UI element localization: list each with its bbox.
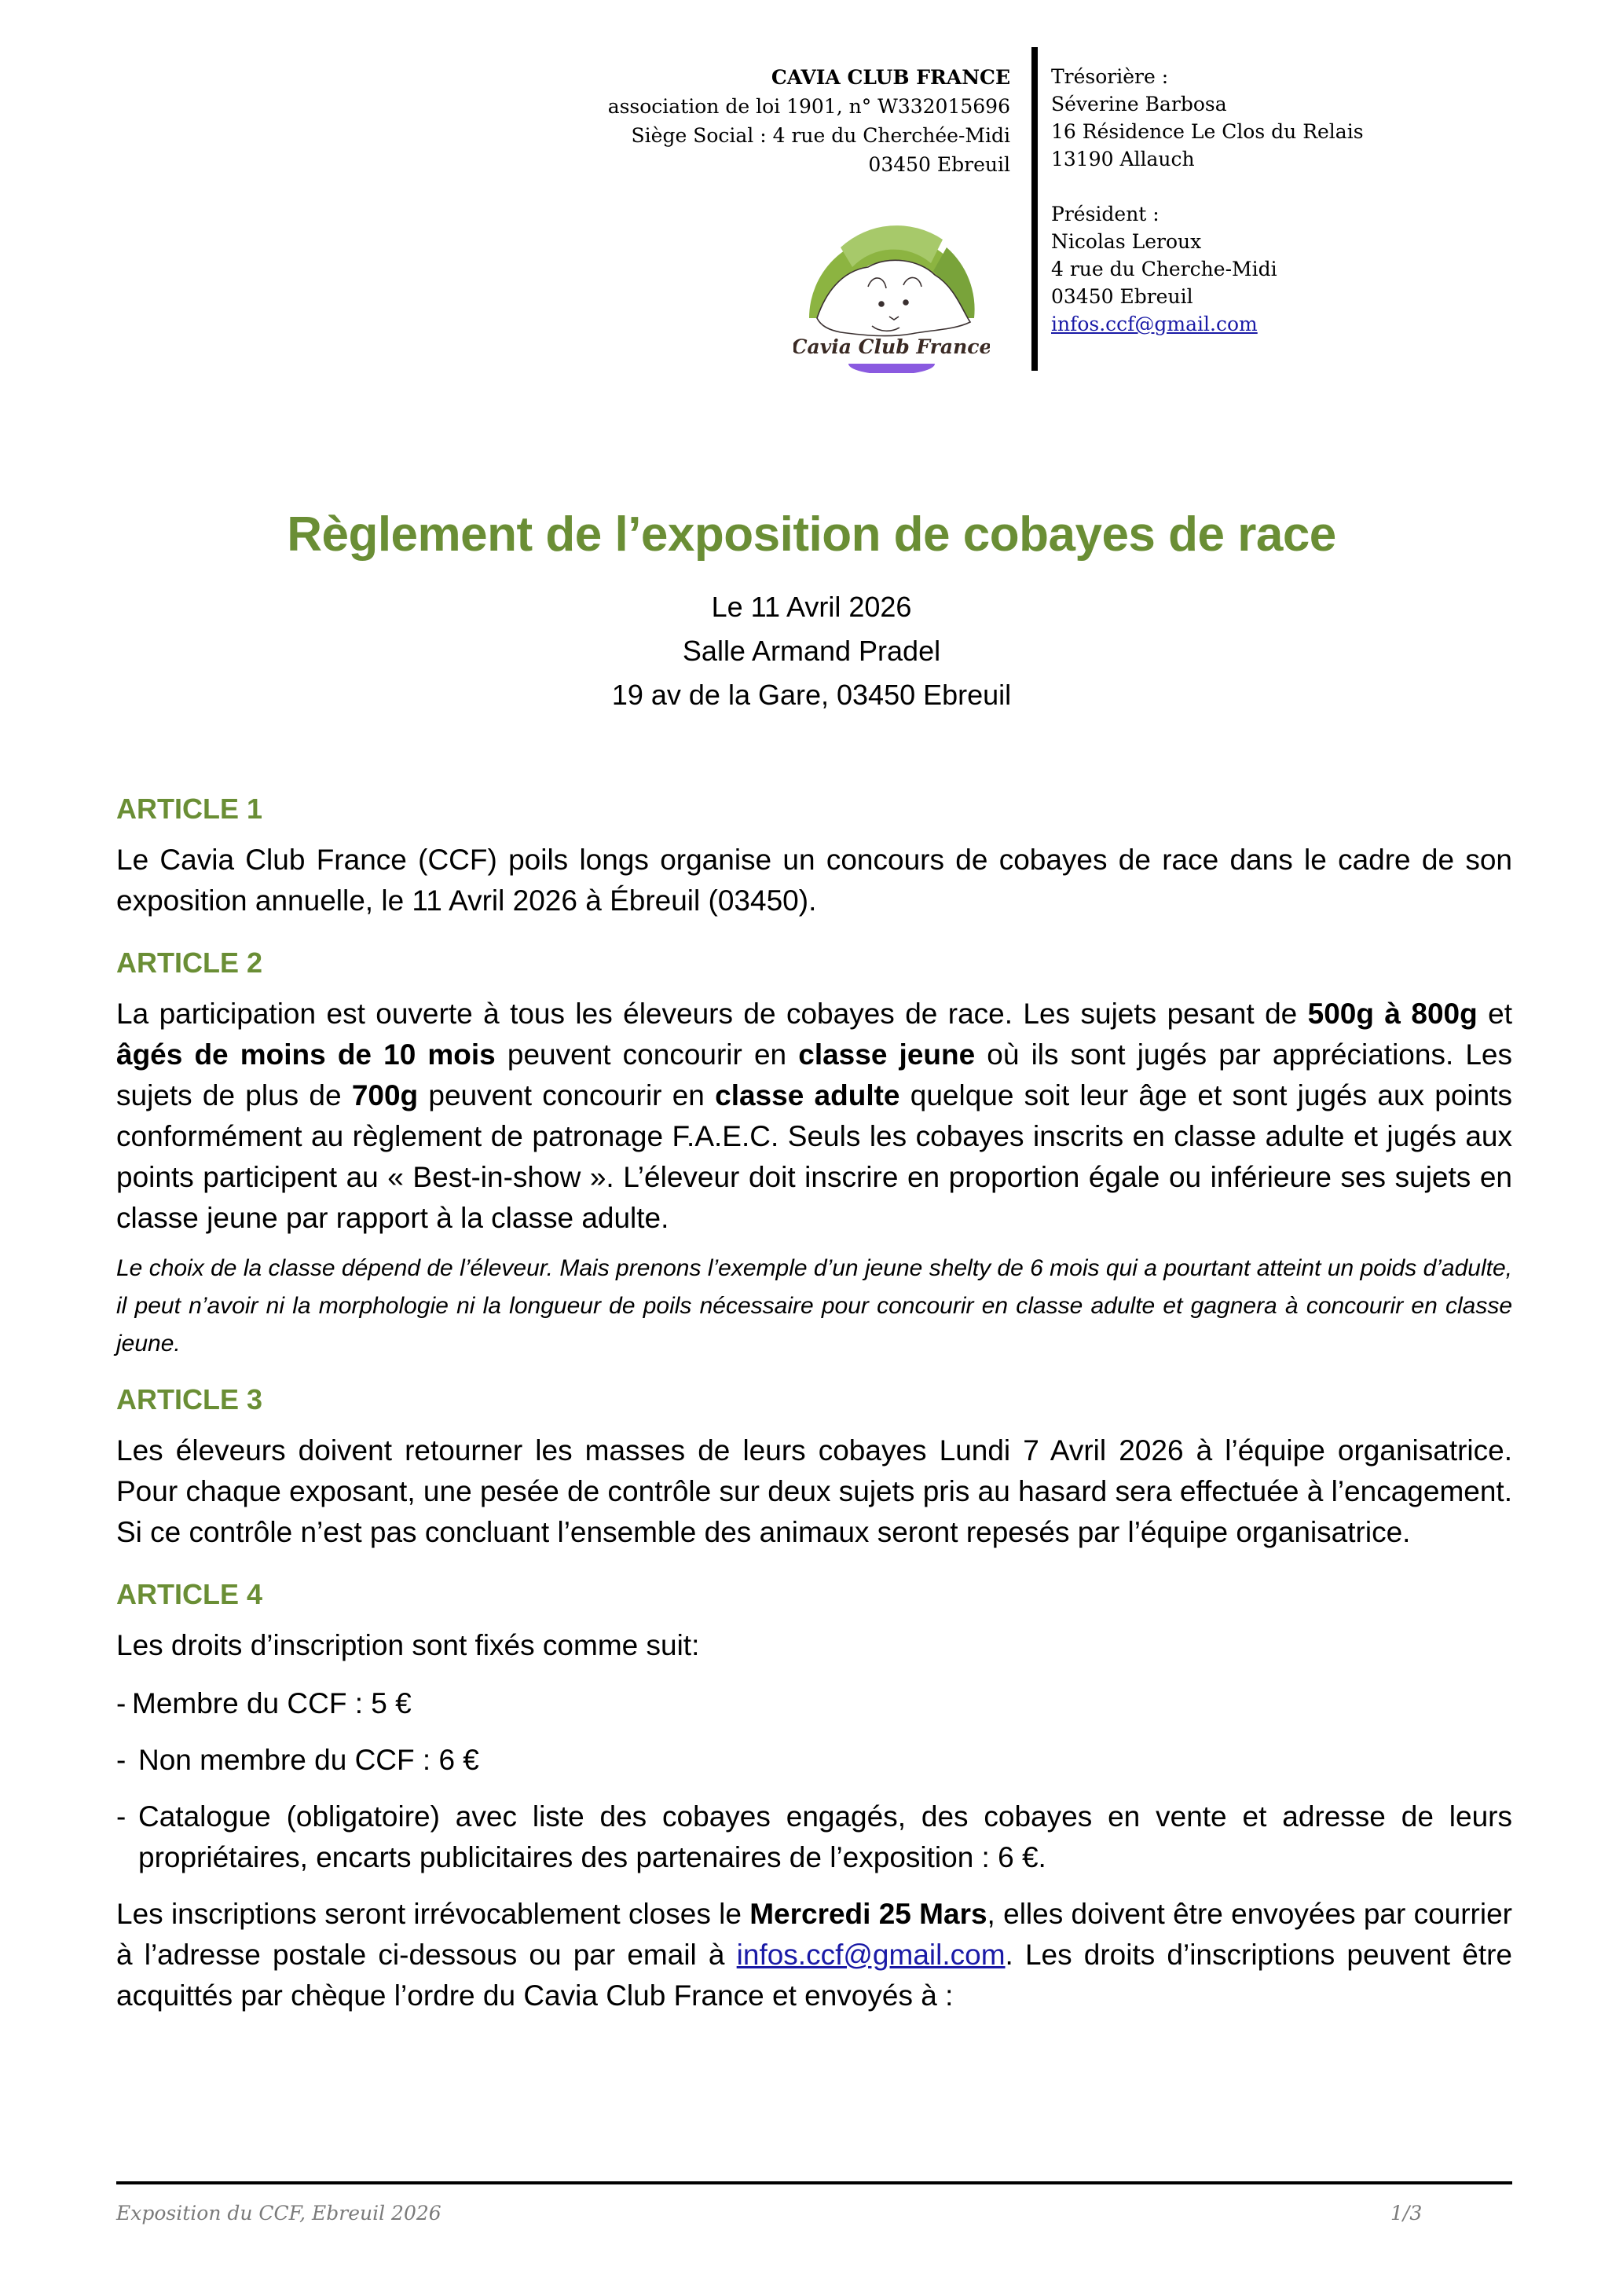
article-3-heading: ARTICLE 3: [116, 1383, 263, 1415]
text-run: quelque soit leur âge et sont jugés aux points conformément au règlement de patronage F.A.E.C. Seuls les cobayes inscrits en classe adulte et jugés aux points participent au « Best-in-show ». L’éleveur doit inscrire en proportion égale ou inférieure ses sujets en classe jeune par rapport à la classe adulte.: [116, 1079, 1512, 1234]
treasurer-name: Séverine Barbosa: [1051, 93, 1227, 115]
text-run: , elles doivent être envoyées par courrier à l’adresse postale ci-dessous ou par email à: [116, 1898, 1512, 1971]
article-1-text: Le Cavia Club France (CCF) poils longs organise un concours de cobayes de race dans le cadre de son exposition annuelle, le 11 Avril 2026 à Ébreuil (03450).: [116, 844, 1512, 917]
text-run: . Les droits d’inscriptions peuvent être acquittés par chèque l’ordre du Cavia Club France et envoyés à :: [116, 1939, 1512, 2012]
treasurer-label: Trésorière :: [1051, 65, 1169, 88]
event-address: 19 av de la Gare, 03450 Ebreuil: [611, 679, 1012, 711]
text-run: où ils sont jugés par appréciations. Les sujets de plus de: [116, 1038, 1513, 1111]
footer-title: Exposition du CCF, Ebreuil 2026: [116, 2202, 441, 2225]
age-limit: âgés de moins de 10 mois: [116, 1038, 496, 1071]
fee-member: Membre du CCF : 5 €: [132, 1687, 412, 1719]
article-4-closing: [116, 1894, 1512, 2016]
text-run: La participation est ouverte à tous les éleveurs de cobayes de race. Les sujets pesant de: [116, 998, 1308, 1030]
article-3-text: Les éleveurs doivent retourner les masses de leurs cobayes Lundi 7 Avril 2026 à l’équipe organisatrice. Pour chaque exposant, une pesée de contrôle sur deux sujets pris au hasard sera effectuée à l’encagement. Si ce contrôle n’est pas concluant l’ensemble des animaux seront repesés par l’équipe organisatrice.: [116, 1434, 1512, 1548]
footer-rule: [116, 2181, 1512, 2184]
organization-header: [608, 63, 1010, 179]
cavia-club-logo: [793, 200, 990, 373]
event-venue: Salle Armand Pradel: [682, 635, 941, 667]
article-1-heading: ARTICLE 1: [116, 793, 263, 825]
event-date: Le 11 Avril 2026: [711, 591, 912, 623]
contacts-block: [1051, 63, 1364, 338]
fee-item: [116, 1796, 1512, 1878]
article-2-heading: ARTICLE 2: [116, 947, 263, 979]
list-dash: -: [116, 1800, 126, 1833]
organization-registration: association de loi 1901, n° W332015696: [607, 95, 1010, 118]
list-dash: -: [116, 1744, 126, 1776]
class-adult: classe adulte: [715, 1079, 900, 1111]
list-dash: -: [116, 1687, 126, 1719]
treasurer-address2: 13190 Allauch: [1051, 148, 1195, 170]
text-run: et: [1477, 998, 1512, 1030]
president-name: Nicolas Leroux: [1051, 230, 1202, 253]
organization-city: 03450 Ebreuil: [868, 153, 1010, 176]
deadline: Mercredi 25 Mars: [749, 1898, 987, 1930]
organization-seat: Siège Social : 4 rue du Cherchée-Midi: [631, 124, 1010, 147]
organization-name: CAVIA CLUB FRANCE: [771, 66, 1010, 89]
document-body: [116, 789, 1512, 2034]
president-email-link[interactable]: infos.ccf@gmail.com: [1051, 313, 1258, 335]
fee-item: [116, 1683, 1512, 1724]
text-run: peuvent concourir en: [418, 1079, 716, 1111]
class-young: classe jeune: [798, 1038, 976, 1071]
page-title: Règlement de l’exposition de cobayes de race: [287, 507, 1336, 562]
treasurer-address1: 16 Résidence Le Clos du Relais: [1051, 120, 1364, 143]
spacer: [1051, 173, 1364, 200]
adult-weight: 700g: [351, 1079, 419, 1111]
text-run: peuvent concourir en: [495, 1038, 799, 1071]
article-4-intro: Les droits d’inscription sont fixés comme suit:: [116, 1629, 700, 1661]
weight-range: 500g à 800g: [1307, 998, 1478, 1030]
text-run: Les inscriptions seront irrévocablement closes le: [116, 1898, 750, 1930]
president-address2: 03450 Ebreuil: [1051, 285, 1193, 308]
fee-non-member: Non membre du CCF : 6 €: [138, 1744, 479, 1776]
article-2-note: Le choix de la classe dépend de l’éleveur. Mais prenons l’exemple d’un jeune shelty de 6 mois qui a pourtant atteint un poids d’adulte, il peut n’avoir ni la morphologie ni la longueur de poils nécessaire pour concourir en classe adulte et gagnera à concourir en classe jeune.: [116, 1255, 1512, 1357]
page-number: 1/3: [1390, 2202, 1423, 2225]
fee-catalogue: Catalogue (obligatoire) avec liste des cobayes engagés, des cobayes en vente et adresse de leurs propriétaires, encarts publicitaires des partenaires de l’exposition : 6 €.: [138, 1800, 1512, 1873]
article-4-heading: ARTICLE 4: [116, 1578, 263, 1610]
article-2-text: [116, 994, 1512, 1239]
header-divider: [1031, 47, 1038, 371]
logo-text: Cavia Club France: [793, 335, 990, 358]
president-address1: 4 rue du Cherche-Midi: [1051, 258, 1277, 280]
fee-item: [116, 1740, 1512, 1781]
president-label: Président :: [1051, 203, 1160, 225]
email-link[interactable]: infos.ccf@gmail.com: [736, 1939, 1006, 1971]
